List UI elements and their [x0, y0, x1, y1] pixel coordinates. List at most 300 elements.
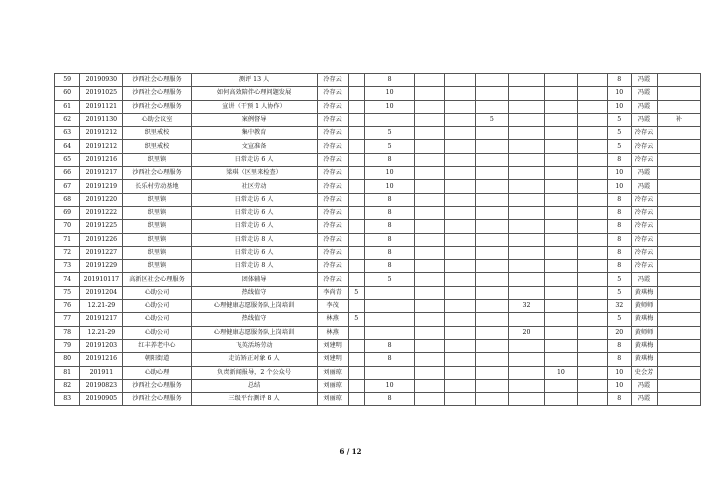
cell-hours-col-f [508, 153, 545, 166]
cell-row-number: 66 [55, 167, 80, 180]
cell-location: 沙西社会心理服务 [123, 100, 191, 113]
cell-row-number: 81 [55, 366, 80, 379]
cell-recorder: 黄琪梅 [631, 339, 657, 352]
cell-activity: 日常走访 8 人 [191, 260, 317, 273]
cell-recorder: 冯霞 [631, 393, 657, 406]
cell-location: 织里镇 [123, 153, 191, 166]
cell-hours-col-g [545, 100, 577, 113]
table-row [55, 127, 701, 140]
cell-volunteer: 冷存云 [317, 273, 348, 286]
cell-hours-col-f [508, 379, 545, 392]
cell-hours-col-d [444, 180, 475, 193]
cell-total-hours: 5 [607, 140, 631, 153]
cell-row-number: 76 [55, 300, 80, 313]
cell-recorder: 冯霞 [631, 180, 657, 193]
table-row [55, 353, 701, 366]
cell-hours-col-f [508, 353, 545, 366]
cell-hours-col-g [545, 193, 577, 206]
cell-activity: 负责新闻报导，2 个公众号 [191, 366, 317, 379]
cell-hours-col-b: 8 [364, 220, 414, 233]
cell-volunteer: 冷存云 [317, 100, 348, 113]
cell-volunteer: 冷存云 [317, 167, 348, 180]
cell-hours-col-a [348, 233, 364, 246]
cell-hours-col-e [476, 353, 509, 366]
cell-location: 织里镇 [123, 233, 191, 246]
cell-activity: 文宣准备 [191, 140, 317, 153]
cell-hours-col-d [444, 313, 475, 326]
cell-date: 20190905 [80, 393, 123, 406]
cell-note [657, 393, 700, 406]
cell-date: 20191212 [80, 127, 123, 140]
cell-hours-col-f [508, 366, 545, 379]
cell-row-number: 67 [55, 180, 80, 193]
cell-hours-col-a [348, 140, 364, 153]
cell-hours-col-a [348, 87, 364, 100]
table-row [55, 113, 701, 126]
cell-hours-col-b: 8 [364, 233, 414, 246]
table-row [55, 100, 701, 113]
cell-hours-col-g [545, 313, 577, 326]
cell-activity: 案例督导 [191, 113, 317, 126]
cell-volunteer: 刘建明 [317, 353, 348, 366]
page-number: 6 / 12 [339, 447, 362, 456]
cell-activity: 日常走访 8 人 [191, 233, 317, 246]
cell-location: 心助心理 [123, 366, 191, 379]
cell-hours-col-b: 10 [364, 167, 414, 180]
cell-recorder: 冯霞 [631, 87, 657, 100]
cell-recorder: 冯霞 [631, 273, 657, 286]
cell-hours-col-a [348, 153, 364, 166]
cell-volunteer: 冷存云 [317, 233, 348, 246]
cell-hours-col-b [364, 313, 414, 326]
cell-hours-col-b: 8 [364, 393, 414, 406]
cell-location: 织里镇 [123, 220, 191, 233]
cell-hours-col-d [444, 74, 475, 87]
cell-hours-col-e [476, 206, 509, 219]
cell-hours-col-g [545, 74, 577, 87]
cell-hours-col-c [415, 300, 445, 313]
cell-hours-col-b: 8 [364, 260, 414, 273]
cell-total-hours: 8 [607, 246, 631, 259]
cell-total-hours: 8 [607, 353, 631, 366]
cell-hours-col-d [444, 260, 475, 273]
cell-hours-col-a [348, 273, 364, 286]
cell-hours-col-f [508, 74, 545, 87]
cell-total-hours: 10 [607, 180, 631, 193]
cell-hours-col-f [508, 260, 545, 273]
cell-activity: 测评 13 人 [191, 74, 317, 87]
cell-recorder: 冷存云 [631, 140, 657, 153]
volunteer-hours-table [54, 73, 701, 406]
cell-row-number: 65 [55, 153, 80, 166]
cell-volunteer: 刘丽琼 [317, 393, 348, 406]
cell-hours-col-a [348, 300, 364, 313]
cell-total-hours: 8 [607, 74, 631, 87]
cell-row-number: 80 [55, 353, 80, 366]
cell-hours-col-b [364, 326, 414, 339]
cell-activity: 日常走访 6 人 [191, 206, 317, 219]
cell-total-hours: 5 [607, 286, 631, 299]
cell-hours-col-d [444, 167, 475, 180]
cell-hours-col-h [577, 206, 607, 219]
cell-hours-col-c [415, 233, 445, 246]
cell-total-hours: 8 [607, 193, 631, 206]
cell-hours-col-d [444, 339, 475, 352]
cell-note [657, 300, 700, 313]
cell-hours-col-g [545, 167, 577, 180]
cell-hours-col-e [476, 393, 509, 406]
cell-hours-col-b [364, 366, 414, 379]
cell-hours-col-e [476, 260, 509, 273]
cell-hours-col-c [415, 100, 445, 113]
cell-hours-col-a: 5 [348, 313, 364, 326]
cell-hours-col-f: 20 [508, 326, 545, 339]
cell-hours-col-b: 10 [364, 100, 414, 113]
cell-location: 朝阳街道 [123, 353, 191, 366]
cell-hours-col-e: 5 [476, 113, 509, 126]
cell-recorder: 冷存云 [631, 153, 657, 166]
cell-total-hours: 10 [607, 379, 631, 392]
cell-volunteer: 李尚青 [317, 286, 348, 299]
cell-hours-col-d [444, 326, 475, 339]
cell-row-number: 74 [55, 273, 80, 286]
cell-hours-col-c [415, 180, 445, 193]
table-row [55, 180, 701, 193]
cell-hours-col-h [577, 286, 607, 299]
cell-hours-col-e [476, 100, 509, 113]
cell-hours-col-c [415, 379, 445, 392]
cell-hours-col-d [444, 127, 475, 140]
cell-hours-col-a [348, 339, 364, 352]
cell-total-hours: 20 [607, 326, 631, 339]
cell-note [657, 140, 700, 153]
cell-hours-col-h [577, 366, 607, 379]
cell-total-hours: 8 [607, 393, 631, 406]
cell-hours-col-d [444, 87, 475, 100]
cell-hours-col-c [415, 326, 445, 339]
cell-row-number: 64 [55, 140, 80, 153]
cell-note [657, 180, 700, 193]
cell-date: 20191203 [80, 339, 123, 352]
cell-row-number: 75 [55, 286, 80, 299]
cell-hours-col-c [415, 113, 445, 126]
cell-date: 20191216 [80, 353, 123, 366]
cell-hours-col-d [444, 353, 475, 366]
cell-note [657, 87, 700, 100]
cell-hours-col-c [415, 153, 445, 166]
cell-hours-col-d [444, 140, 475, 153]
cell-hours-col-b: 5 [364, 140, 414, 153]
cell-hours-col-a [348, 246, 364, 259]
cell-hours-col-e [476, 339, 509, 352]
cell-recorder: 冷存云 [631, 246, 657, 259]
cell-hours-col-a [348, 180, 364, 193]
cell-hours-col-g [545, 246, 577, 259]
cell-hours-col-c [415, 167, 445, 180]
cell-hours-col-c [415, 140, 445, 153]
cell-total-hours: 5 [607, 313, 631, 326]
cell-recorder: 史会芳 [631, 366, 657, 379]
cell-note [657, 206, 700, 219]
cell-activity: 心理健康志愿服务队上岗培训 [191, 300, 317, 313]
cell-recorder: 冷存云 [631, 206, 657, 219]
cell-date: 20191219 [80, 180, 123, 193]
table-row [55, 246, 701, 259]
cell-activity: 三级平台测评 8 人 [191, 393, 317, 406]
cell-hours-col-e [476, 140, 509, 153]
cell-hours-col-h [577, 74, 607, 87]
cell-location: 沙西社会心理服务 [123, 87, 191, 100]
cell-volunteer: 冷存云 [317, 74, 348, 87]
cell-activity: 集中教育 [191, 127, 317, 140]
cell-row-number: 71 [55, 233, 80, 246]
cell-date: 20191204 [80, 286, 123, 299]
cell-hours-col-g [545, 220, 577, 233]
cell-note [657, 366, 700, 379]
cell-hours-col-g [545, 127, 577, 140]
cell-hours-col-b [364, 113, 414, 126]
cell-hours-col-g [545, 339, 577, 352]
cell-row-number: 72 [55, 246, 80, 259]
cell-location: 织里镇 [123, 246, 191, 259]
cell-hours-col-b: 10 [364, 379, 414, 392]
cell-note: 补 [657, 113, 700, 126]
cell-hours-col-b: 8 [364, 246, 414, 259]
cell-activity: 日常走访 6 人 [191, 246, 317, 259]
cell-hours-col-g [545, 260, 577, 273]
cell-hours-col-d [444, 246, 475, 259]
cell-hours-col-e [476, 286, 509, 299]
cell-hours-col-e [476, 193, 509, 206]
cell-hours-col-h [577, 260, 607, 273]
cell-hours-col-b [364, 300, 414, 313]
cell-location: 心助公司 [123, 286, 191, 299]
cell-date: 20191222 [80, 206, 123, 219]
cell-recorder: 冯霞 [631, 100, 657, 113]
cell-hours-col-a [348, 366, 364, 379]
cell-hours-col-g [545, 113, 577, 126]
cell-note [657, 193, 700, 206]
cell-volunteer: 冷存云 [317, 180, 348, 193]
cell-hours-col-g [545, 153, 577, 166]
cell-hours-col-f [508, 113, 545, 126]
cell-hours-col-b: 8 [364, 339, 414, 352]
cell-volunteer: 冷存云 [317, 206, 348, 219]
cell-hours-col-d [444, 273, 475, 286]
cell-location: 织里镇 [123, 206, 191, 219]
cell-activity: 热线值守 [191, 286, 317, 299]
cell-recorder: 黄琪梅 [631, 286, 657, 299]
cell-hours-col-b: 5 [364, 273, 414, 286]
cell-hours-col-c [415, 273, 445, 286]
cell-activity: 日常走访 6 人 [191, 193, 317, 206]
cell-recorder: 冷存云 [631, 220, 657, 233]
cell-row-number: 70 [55, 220, 80, 233]
cell-date: 20190823 [80, 379, 123, 392]
cell-volunteer: 冷存云 [317, 153, 348, 166]
cell-hours-col-a [348, 206, 364, 219]
cell-hours-col-g [545, 393, 577, 406]
cell-hours-col-h [577, 87, 607, 100]
cell-hours-col-c [415, 127, 445, 140]
cell-location: 长乐村劳动基地 [123, 180, 191, 193]
cell-total-hours: 5 [607, 127, 631, 140]
cell-hours-col-b: 10 [364, 87, 414, 100]
cell-hours-col-e [476, 127, 509, 140]
cell-hours-col-f [508, 193, 545, 206]
cell-hours-col-d [444, 113, 475, 126]
cell-activity: 飞英活场劳动 [191, 339, 317, 352]
cell-hours-col-h [577, 127, 607, 140]
cell-date: 20191229 [80, 260, 123, 273]
cell-hours-col-h [577, 339, 607, 352]
cell-hours-col-f [508, 167, 545, 180]
cell-hours-col-g [545, 353, 577, 366]
cell-hours-col-e [476, 220, 509, 233]
cell-volunteer: 冷存云 [317, 113, 348, 126]
cell-activity: 心理健康志愿服务队上岗培训 [191, 326, 317, 339]
cell-note [657, 127, 700, 140]
cell-hours-col-d [444, 193, 475, 206]
cell-hours-col-f [508, 393, 545, 406]
cell-activity: 走访矫正对象 6 人 [191, 353, 317, 366]
cell-hours-col-c [415, 74, 445, 87]
cell-hours-col-e [476, 313, 509, 326]
cell-activity: 日常走访 6 人 [191, 220, 317, 233]
cell-hours-col-f: 32 [508, 300, 545, 313]
cell-hours-col-d [444, 206, 475, 219]
cell-total-hours: 10 [607, 366, 631, 379]
cell-hours-col-h [577, 167, 607, 180]
cell-hours-col-e [476, 300, 509, 313]
cell-hours-col-a [348, 260, 364, 273]
cell-total-hours: 5 [607, 113, 631, 126]
cell-hours-col-b: 5 [364, 127, 414, 140]
cell-hours-col-a [348, 113, 364, 126]
cell-recorder: 冷存云 [631, 260, 657, 273]
cell-total-hours: 8 [607, 339, 631, 352]
cell-hours-col-b: 8 [364, 193, 414, 206]
cell-hours-col-d [444, 233, 475, 246]
cell-note [657, 379, 700, 392]
cell-location: 心助公司 [123, 313, 191, 326]
cell-volunteer: 冷存云 [317, 260, 348, 273]
cell-location: 沙西社会心理服务 [123, 74, 191, 87]
table-row [55, 379, 701, 392]
cell-total-hours: 8 [607, 260, 631, 273]
cell-volunteer: 冷存云 [317, 87, 348, 100]
cell-hours-col-e [476, 74, 509, 87]
cell-hours-col-a: 5 [348, 286, 364, 299]
table-row [55, 260, 701, 273]
cell-row-number: 62 [55, 113, 80, 126]
cell-recorder: 冷存云 [631, 127, 657, 140]
cell-total-hours: 8 [607, 233, 631, 246]
cell-hours-col-f [508, 100, 545, 113]
cell-hours-col-e [476, 273, 509, 286]
cell-hours-col-a [348, 220, 364, 233]
cell-recorder: 冯霞 [631, 379, 657, 392]
cell-date: 20191121 [80, 100, 123, 113]
cell-activity: 团体辅导 [191, 273, 317, 286]
cell-hours-col-d [444, 100, 475, 113]
cell-location: 织里戒校 [123, 127, 191, 140]
cell-hours-col-f [508, 233, 545, 246]
cell-hours-col-g [545, 206, 577, 219]
cell-hours-col-b: 8 [364, 74, 414, 87]
cell-hours-col-g [545, 140, 577, 153]
cell-hours-col-h [577, 353, 607, 366]
cell-volunteer: 刘丽琼 [317, 379, 348, 392]
cell-hours-col-b: 8 [364, 153, 414, 166]
cell-hours-col-c [415, 260, 445, 273]
cell-note [657, 339, 700, 352]
cell-date: 20191217 [80, 167, 123, 180]
cell-location: 织里镇 [123, 260, 191, 273]
cell-hours-col-a [348, 326, 364, 339]
cell-volunteer: 冷存云 [317, 140, 348, 153]
cell-date: 12.21-29 [80, 326, 123, 339]
cell-hours-col-h [577, 246, 607, 259]
cell-note [657, 167, 700, 180]
cell-location: 心助会议室 [123, 113, 191, 126]
cell-location: 沙西社会心理服务 [123, 393, 191, 406]
cell-hours-col-c [415, 220, 445, 233]
cell-row-number: 83 [55, 393, 80, 406]
cell-hours-col-f [508, 286, 545, 299]
cell-date: 20190930 [80, 74, 123, 87]
cell-hours-col-h [577, 113, 607, 126]
cell-hours-col-e [476, 167, 509, 180]
table-row [55, 87, 701, 100]
cell-note [657, 353, 700, 366]
cell-volunteer: 刘丽琼 [317, 366, 348, 379]
cell-location: 心助公司 [123, 326, 191, 339]
cell-hours-col-b: 8 [364, 353, 414, 366]
cell-hours-col-c [415, 366, 445, 379]
cell-note [657, 313, 700, 326]
cell-hours-col-h [577, 100, 607, 113]
cell-location: 沙西社会心理服务 [123, 379, 191, 392]
cell-hours-col-g [545, 379, 577, 392]
table-row [55, 233, 701, 246]
table-row [55, 273, 701, 286]
cell-hours-col-f [508, 140, 545, 153]
cell-hours-col-a [348, 127, 364, 140]
cell-hours-col-c [415, 393, 445, 406]
cell-hours-col-g [545, 273, 577, 286]
cell-hours-col-c [415, 286, 445, 299]
cell-recorder: 冷存云 [631, 193, 657, 206]
cell-note [657, 286, 700, 299]
cell-note [657, 260, 700, 273]
cell-volunteer: 林燕 [317, 313, 348, 326]
table-row [55, 153, 701, 166]
cell-location: 织里镇 [123, 193, 191, 206]
cell-hours-col-c [415, 206, 445, 219]
cell-note [657, 326, 700, 339]
cell-row-number: 78 [55, 326, 80, 339]
cell-total-hours: 10 [607, 87, 631, 100]
cell-location: 沙西社会心理服务 [123, 167, 191, 180]
cell-hours-col-h [577, 273, 607, 286]
cell-hours-col-a [348, 379, 364, 392]
cell-activity: 总结 [191, 379, 317, 392]
cell-hours-col-g [545, 180, 577, 193]
cell-hours-col-f [508, 339, 545, 352]
cell-hours-col-e [476, 379, 509, 392]
cell-hours-col-d [444, 220, 475, 233]
